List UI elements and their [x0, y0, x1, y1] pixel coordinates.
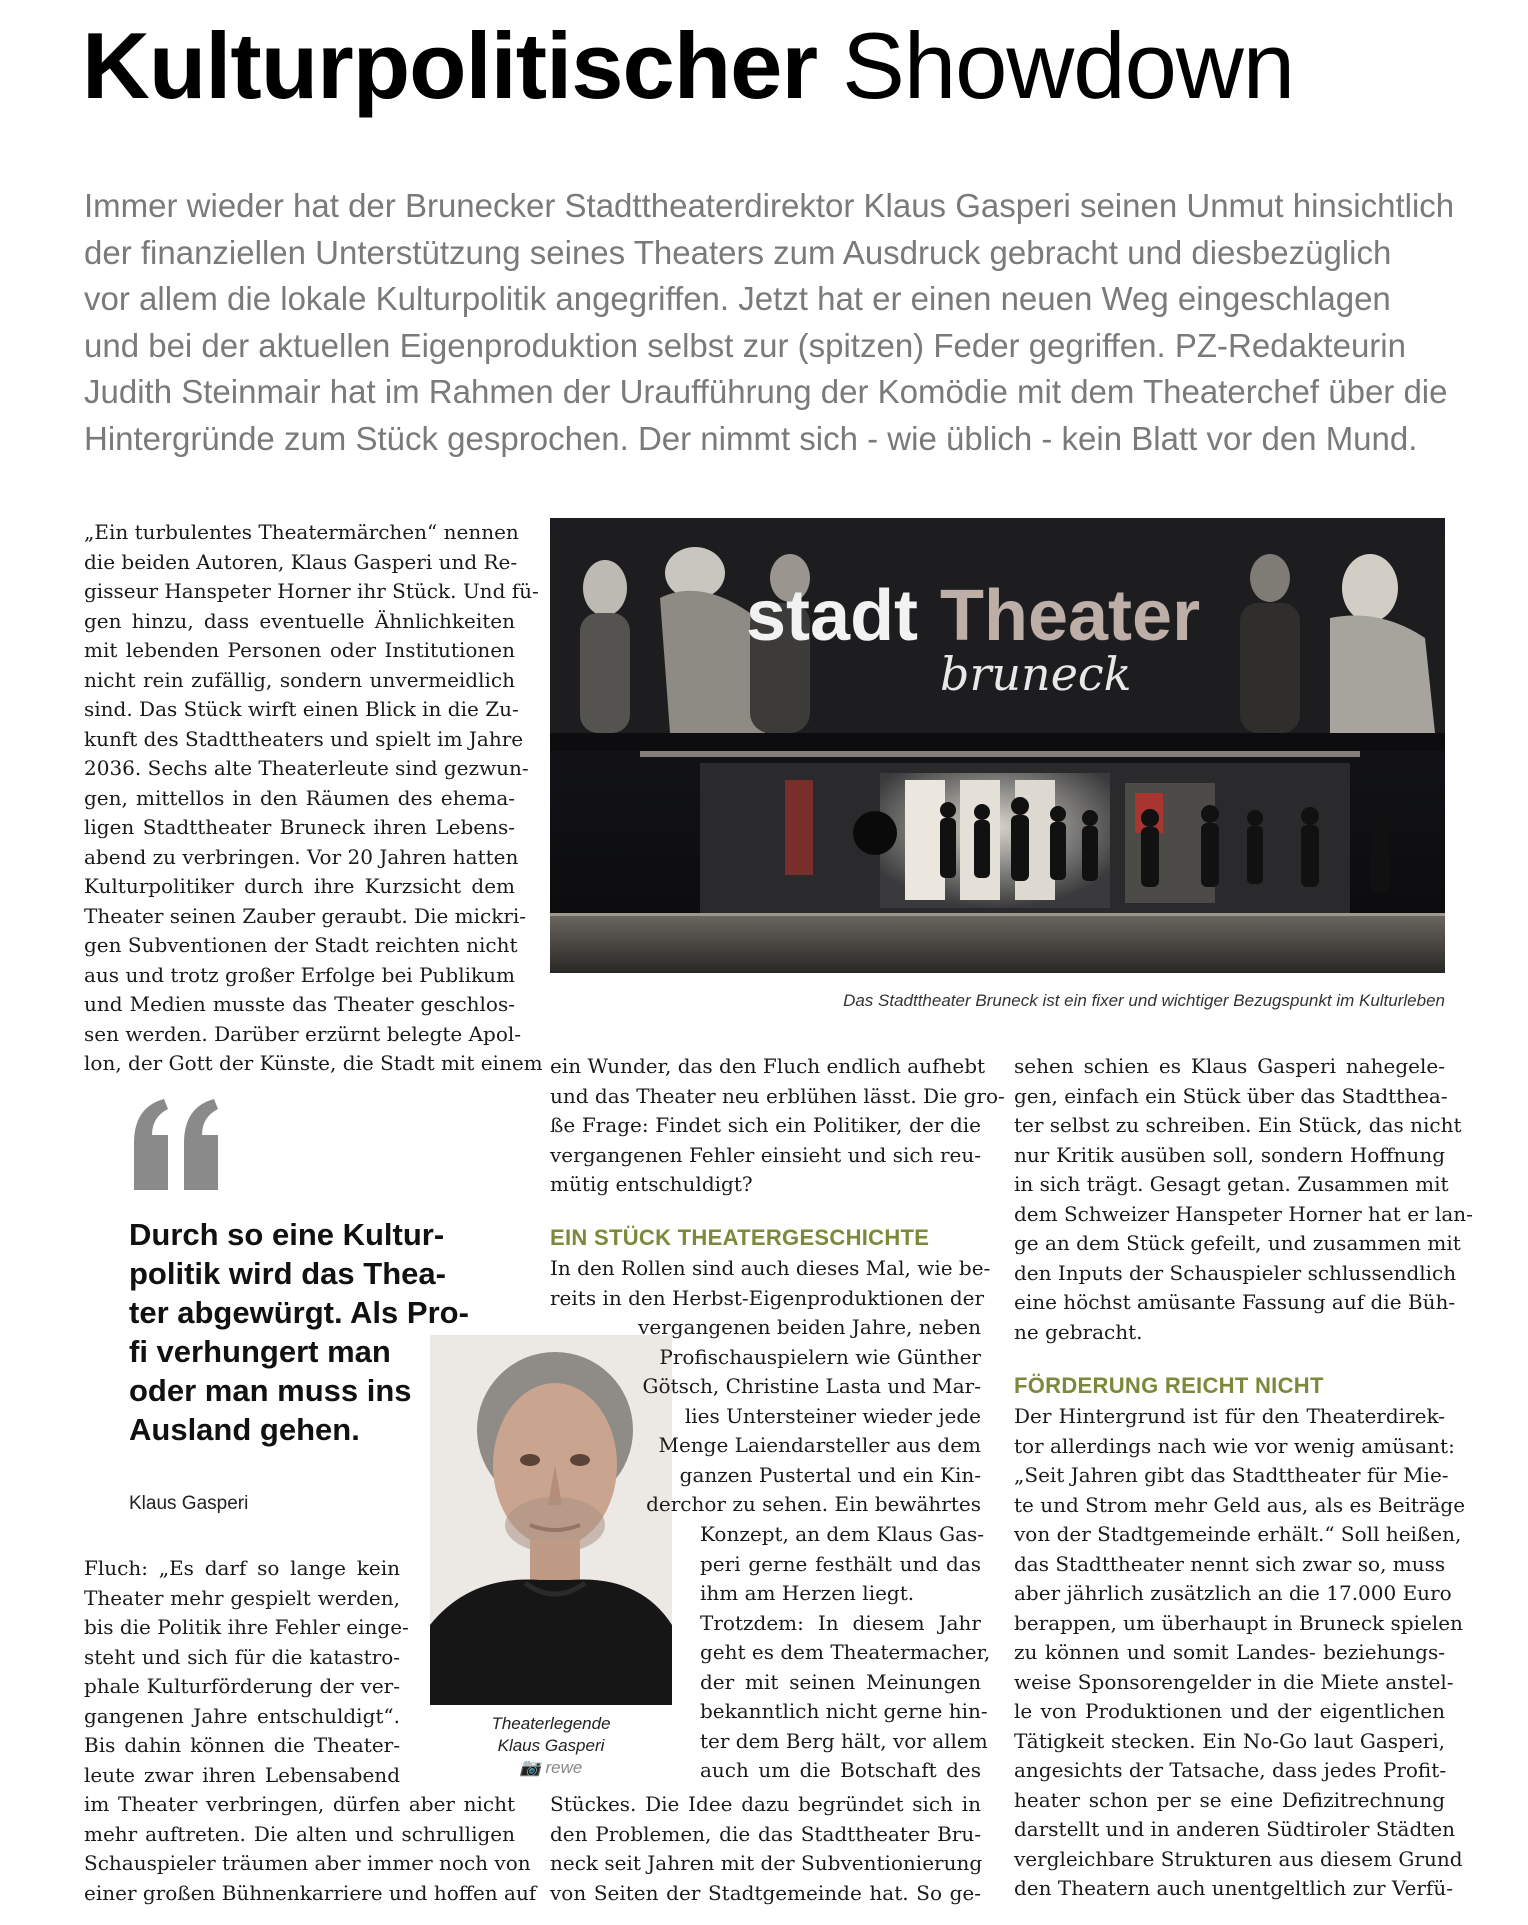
text-line: derchor zu sehen. Ein bewährtes	[646, 1492, 981, 1516]
text-line: ganzen Pustertal und ein Kin-	[679, 1462, 981, 1487]
text-line: heater schon per se eine Defizitrechnung	[1014, 1787, 1445, 1812]
column-2-mid-narrow	[700, 1520, 991, 1786]
headline-light: Showdown	[842, 13, 1295, 118]
portrait-caption	[430, 1713, 672, 1779]
text-line: zu können und somit Landes- beziehungs-	[1014, 1640, 1445, 1664]
text-line: eine höchst amüsante Fassung auf die Büh-	[1014, 1290, 1456, 1314]
text-line: gangenen Jahre entschuldigt“.	[84, 1703, 400, 1728]
text-line: und das Theater neu erblühen lässt. Die gro-	[550, 1083, 1005, 1108]
text-line: und Medien musste das Theater geschlos-	[84, 992, 515, 1016]
text-line: vergangenen Fehler einsieht und sich reu-	[550, 1142, 981, 1167]
text-line: In den Rollen sind auch dieses Mal, wie be-	[550, 1256, 991, 1280]
photo-caption: Das Stadttheater Bruneck ist ein fixer und wichtiger Bezugspunkt im Kulturleben	[843, 991, 1445, 1010]
text-line: Theater mehr gespielt werden,	[84, 1585, 400, 1610]
text-line: ter selbst zu schreiben. Ein Stück, das nicht	[1014, 1113, 1462, 1137]
text-line: Konzept, an dem Klaus Gas-	[700, 1522, 985, 1546]
column-2-top	[550, 1052, 1005, 1200]
text-line: sehen schien es Klaus Gasperi nahegele-	[1014, 1054, 1445, 1078]
subhead-foerderung: FÖRDERUNG REICHT NICHT	[1014, 1373, 1324, 1398]
text-line: ße Frage: Findet sich ein Politiker, der die	[550, 1113, 981, 1137]
text-line: von Seiten der Stadtgemeinde hat. So ge-	[550, 1880, 981, 1905]
text-line: sen werden. Darüber erzürnt belegte Apol-	[84, 1021, 522, 1046]
text-line: gen, einfach ein Stück über das Stadtthea-	[1014, 1083, 1448, 1108]
quote-line: politik wird das Thea-	[129, 1256, 446, 1291]
text-line: Der Hintergrund ist für den Theaterdirek-	[1014, 1404, 1445, 1428]
text-line: Profischauspielern wie Günther	[659, 1344, 981, 1369]
text-line: 2036. Sechs alte Theaterleute sind gezwun-	[84, 756, 529, 780]
text-line: Theater seinen Zauber geraubt. Die mickri-	[84, 903, 527, 928]
headline-bold: Kulturpolitischer	[82, 13, 818, 118]
quote-mark-icon	[122, 1095, 232, 1195]
text-line: kunft des Stadttheaters und spielt im Jahre	[84, 726, 524, 751]
text-line: gen Subventionen der Stadt reichten nicht	[84, 933, 518, 957]
column-1-bottom-full	[84, 1790, 537, 1908]
text-line: die beiden Autoren, Klaus Gasperi und Re-	[84, 549, 518, 574]
theater-photo-illustration	[550, 518, 1445, 973]
lead-line: Immer wieder hat der Brunecker Stadttheaterdirektor Klaus Gasperi seinen Unmut hinsichtlich	[84, 187, 1455, 224]
text-line: mütig entschuldigt?	[550, 1172, 753, 1196]
text-line: sind. Das Stück wirft einen Blick in die Zu-	[84, 697, 519, 721]
lead-line: Hintergründe zum Stück gesprochen. Der nimmt sich - wie üblich - kein Blatt vor den Mund.	[84, 419, 1418, 457]
camera-icon: 📷	[519, 1758, 541, 1777]
text-line: von der Stadtgemeinde erhält.“ Soll heißen,	[1014, 1522, 1462, 1546]
text-line: vergleichbare Strukturen aus diesem Grund	[1014, 1846, 1463, 1871]
text-line: tor allerdings nach wie vor wenig amüsant:	[1014, 1433, 1455, 1458]
text-line: vergangenen beiden Jahre, neben	[638, 1315, 981, 1339]
text-line: neck seit Jahren mit der Subventionierung	[550, 1851, 983, 1875]
lead-line: vor allem die lokale Kulturpolitik angegriffen. Jetzt hat er einen neuen Weg eingeschlagen	[84, 280, 1391, 317]
text-line: Stückes. Die Idee dazu begründet sich in	[550, 1792, 981, 1816]
text-line: angesichts der Tatsache, dass jedes Profit-	[1014, 1758, 1447, 1782]
text-line: der mit seinen Meinungen	[700, 1669, 981, 1694]
text-line: aus und trotz großer Erfolge bei Publikum	[84, 962, 515, 987]
text-line: das Stadttheater nennt sich zwar so, muss	[1014, 1551, 1446, 1576]
text-line: berappen, um überhaupt in Bruneck spielen	[1014, 1610, 1463, 1635]
text-line: phale Kulturförderung der ver-	[84, 1674, 400, 1698]
lead-paragraph	[84, 183, 1454, 462]
lead-line: Judith Steinmair hat im Rahmen der Uraufführung der Komödie mit dem Theaterchef über die	[84, 373, 1448, 410]
text-line: auch um die Botschaft des	[700, 1758, 981, 1782]
quote-line: Durch so eine Kultur-	[129, 1217, 445, 1252]
text-line: mit lebenden Personen oder Institutionen	[84, 638, 515, 662]
text-line: „Ein turbulentes Theatermärchen“ nennen	[84, 520, 519, 544]
text-line: ligen Stadttheater Bruneck ihren Lebens-	[84, 815, 515, 839]
text-line: ne gebracht.	[1014, 1319, 1143, 1344]
text-line: den Inputs der Schauspieler schlussendlich	[1014, 1260, 1457, 1285]
text-line: bis die Politik ihre Fehler einge-	[84, 1615, 409, 1639]
text-line: Fluch: „Es darf so lange kein	[84, 1556, 400, 1580]
text-line: Tätigkeit stecken. Ein No-Go laut Gasperi,	[1014, 1728, 1445, 1753]
text-line: Bis dahin können die Theater-	[84, 1733, 400, 1757]
text-line: einer großen Bühnenkarriere und hoffen auf	[84, 1880, 537, 1905]
text-line: lies Untersteiner wieder jede	[684, 1403, 981, 1428]
text-line: le von Produktionen und der eigentlichen	[1014, 1699, 1445, 1723]
subhead-theatergeschichte: EIN STÜCK THEATERGESCHICHTE	[550, 1225, 930, 1250]
headline	[82, 10, 1294, 122]
text-line: aber jährlich zusätzlich an die 17.000 Euro	[1014, 1581, 1452, 1605]
quote-line: Ausland gehen.	[129, 1412, 360, 1447]
text-line: ihm am Herzen liegt.	[700, 1581, 915, 1605]
sign-text-stadt: stadt	[746, 576, 919, 656]
quote-author: Klaus Gasperi	[129, 1493, 249, 1514]
text-line: „Seit Jahren gibt das Stadttheater für Mie-	[1014, 1463, 1449, 1487]
column-1-top	[84, 518, 543, 1079]
theater-photo	[550, 518, 1445, 973]
text-line: reits in den Herbst-Eigenproduktionen der	[550, 1285, 985, 1310]
portrait-caption-line	[430, 1735, 672, 1779]
text-line: nur Kritik ausüben soll, sondern Hoffnung	[1014, 1142, 1445, 1167]
text-line: darstellt und in anderen Südtiroler Städten	[1014, 1817, 1456, 1841]
column-1-bottom-narrow	[84, 1554, 409, 1790]
lead-line: und bei der aktuellen Eigenproduktion selbst zur (spitzen) Feder gegriffen. PZ-Redakteurin	[84, 326, 1406, 364]
text-line: gen hinzu, dass eventuelle Ähnlichkeiten	[84, 608, 515, 633]
text-line: in sich trägt. Gesagt getan. Zusammen mit	[1014, 1172, 1449, 1196]
text-line: bekanntlich nicht gerne hin-	[700, 1699, 988, 1723]
text-line: peri gerne festhält und das	[700, 1551, 981, 1576]
text-line: ter dem Berg hält, vor allem	[700, 1728, 988, 1753]
text-line: leute zwar ihren Lebensabend	[84, 1762, 400, 1787]
text-line: te und Strom mehr Geld aus, als es Beiträge	[1014, 1492, 1466, 1517]
quote-line: oder man muss ins	[129, 1373, 412, 1408]
text-line: ge an dem Stück gefeilt, und zusammen mit	[1014, 1231, 1461, 1255]
quote-line: ter abgewürgt. Als Pro-	[129, 1295, 469, 1330]
sign-text-bruneck: bruneck	[940, 647, 1132, 701]
column-3-bottom	[1014, 1402, 1466, 1904]
text-line: nicht rein zufällig, sondern unvermeidlich	[84, 667, 515, 692]
sign-text-theater: Theater	[940, 576, 1201, 656]
text-line: im Theater verbringen, dürfen aber nicht	[84, 1792, 515, 1816]
text-line: weise Sponsorengelder in die Miete anstel-	[1014, 1669, 1454, 1694]
text-line: gisseur Hanspeter Horner ihr Stück. Und fü-	[84, 579, 539, 603]
text-line: lon, der Gott der Künste, die Stadt mit einem	[84, 1051, 543, 1075]
text-line: mehr auftreten. Die alten und schrulligen	[84, 1821, 515, 1846]
text-line: Kulturpolitiker durch ihre Kurzsicht dem	[84, 874, 515, 898]
portrait-caption-name: Klaus Gasperi	[497, 1736, 605, 1755]
lead-line: der finanziellen Unterstützung seines Theaters zum Ausdruck gebracht und diesbezüglich	[84, 233, 1392, 271]
text-line: gen, mittellos in den Räumen des ehema-	[84, 785, 515, 810]
column-2-bottom	[550, 1790, 981, 1908]
text-line: Menge Laiendarsteller aus dem	[658, 1433, 981, 1457]
text-line: abend zu verbringen. Vor 20 Jahren hatten	[84, 844, 519, 869]
text-line: geht es dem Theatermacher,	[700, 1640, 991, 1664]
photo-credit: rewe	[545, 1758, 583, 1777]
text-line: Schauspieler träumen aber immer noch von	[84, 1851, 531, 1875]
text-line: den Problemen, die das Stadttheater Bru-	[550, 1821, 981, 1846]
portrait-caption-line: Theaterlegende	[491, 1714, 611, 1733]
text-line: steht und sich für die katastro-	[84, 1644, 400, 1669]
column-3-top	[1014, 1052, 1473, 1347]
column-2-mid-wrap	[608, 1313, 981, 1520]
text-line: ein Wunder, das den Fluch endlich aufhebt	[550, 1054, 986, 1078]
text-line: Götsch, Christine Lasta und Mar-	[642, 1374, 981, 1398]
text-line: dem Schweizer Hanspeter Horner hat er lan-	[1014, 1201, 1473, 1226]
text-line: den Theatern auch unentgeltlich zur Verfü-	[1014, 1876, 1453, 1900]
text-line: Trotzdem: In diesem Jahr	[700, 1610, 981, 1635]
column-2-mid-full	[550, 1254, 991, 1313]
quote-line: fi verhungert man	[129, 1334, 391, 1369]
